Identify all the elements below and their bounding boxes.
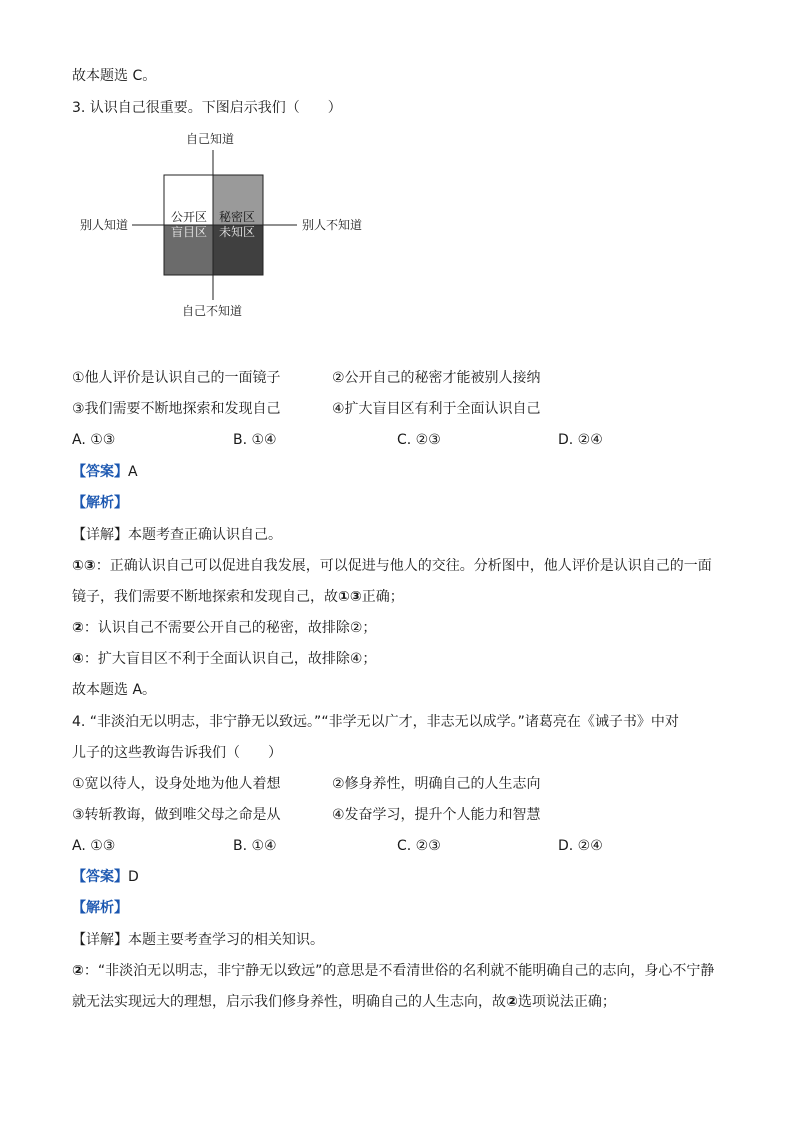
label-self-not-knows: 自己不知道 [182,304,243,318]
q4-explain-1a [72,961,714,981]
q4-option-2: ②修身养性，明确自己的人生志向 [332,776,541,792]
q4-option-3: ③转斩教诲，做到唯父母之命是从 [72,807,281,823]
johari-window-diagram [72,128,382,323]
question-4-stem-b: 儿子的这些教诲告诉我们（ ） [72,745,282,761]
q3-option-3: ③我们需要不断地探索和发现自己 [72,401,281,417]
q4-option-1: ①宽以待人，设身处地为他人着想 [72,776,281,792]
q4-choice-a: A. ①③ [72,838,116,854]
q3-detail [72,525,282,545]
q3-conclusion: 故本题选 A。 [72,682,157,698]
q3-answer [72,462,138,482]
analysis-tag: 【解析】 [72,495,128,511]
detail-text: 本题主要考查学习的相关知识。 [128,932,324,948]
explain-tag: ①③ [338,589,362,605]
q4-choice-b: B. ①④ [233,838,277,854]
question-4-stem-a: 4. “非淡泊无以明志，非宁静无以致远。”“非学无以广才，非志无以成学。”诸葛亮在《诫子书》中对 [72,714,679,730]
detail-tag: 【详解】 [72,527,128,543]
detail-text: 本题考查正确认识自己。 [128,527,282,543]
q4-analysis-heading [72,898,128,918]
label-open-area: 公开区 [171,210,208,224]
q3-option-2: ②公开自己的秘密才能被别人接纳 [332,370,541,386]
label-others-not-know: 别人不知道 [302,218,363,232]
q4-choice-c: C. ②③ [397,838,441,854]
answer-value: D [128,869,139,885]
label-others-know: 别人知道 [80,218,129,232]
q3-choice-d: D. ②④ [558,432,603,448]
label-unknown-area: 未知区 [219,225,256,239]
q3-choice-c: C. ②③ [397,432,441,448]
explain-tag: ② [506,994,518,1010]
q3-explain-1b [72,587,404,607]
q3-explain-3 [72,649,376,669]
q4-explain-1b [72,992,616,1012]
q4-detail [72,930,324,950]
q3-analysis-heading [72,493,128,513]
q3-option-1: ①他人评价是认识自己的一面镜子 [72,370,281,386]
q4-choice-d: D. ②④ [558,838,603,854]
label-blind-area: 盲目区 [171,225,208,239]
answer-tag: 【答案】 [72,869,128,885]
explain-text: ：扩大盲目区不利于全面认识自己，故排除④； [83,651,377,667]
explain-text: ：正确认识自己可以促进自我发展，可以促进与他人的交往。分析图中，他人评价是认识自己的一面 [95,558,712,574]
line-conclusion-prev: 故本题选 C。 [72,68,157,84]
explain-tag: ④ [72,651,84,667]
q3-choice-b: B. ①④ [233,432,277,448]
q4-answer [72,867,139,887]
explain-tag: ② [72,963,84,979]
label-secret-area: 秘密区 [219,210,256,224]
detail-tag: 【详解】 [72,932,128,948]
question-3-stem: 3. 认识自己很重要。下图启示我们（ ） [72,100,342,116]
answer-value: A [128,464,138,480]
explain-text: 就无法实现远大的理想，启示我们修身养性，明确自己的人生志向，故 [72,994,506,1010]
explain-tag: ② [72,620,84,636]
explain-text: 正确； [361,589,404,605]
answer-tag: 【答案】 [72,464,128,480]
q3-explain-2 [72,618,376,638]
q3-explain-1a [72,556,712,576]
explain-tag: ①③ [72,558,96,574]
q3-choice-a: A. ①③ [72,432,116,448]
analysis-tag: 【解析】 [72,900,128,916]
explain-text: 选项说法正确； [517,994,616,1010]
label-self-knows: 自己知道 [186,132,235,146]
explain-text: 镜子，我们需要不断地探索和发现自己，故 [72,589,338,605]
explain-text: ：“非淡泊无以明志，非宁静无以致远”的意思是不看清世俗的名利就不能明确自己的志向，身心不宁静 [83,963,715,979]
q3-option-4: ④扩大盲目区有利于全面认识自己 [332,401,541,417]
q4-option-4: ④发奋学习，提升个人能力和智慧 [332,807,541,823]
explain-text: ：认识自己不需要公开自己的秘密，故排除②； [83,620,377,636]
